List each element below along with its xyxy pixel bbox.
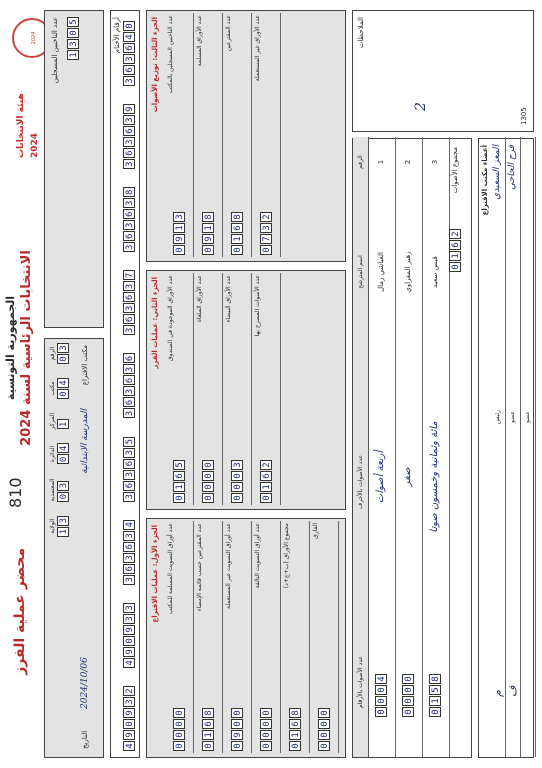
section_b-digit: 1 [260,482,272,492]
candidate-votes-digits [429,674,441,717]
notes-label: الملاحظات [357,17,365,49]
section_a-digit: 0 [202,741,214,751]
candidate-number: 3 [431,159,439,165]
section_c-digit: 0 [202,245,214,255]
registered-voters-panel [44,10,104,328]
section_c-row-value [202,212,214,255]
identifier-value [57,516,69,537]
section_b-row [194,273,223,505]
section_c-digit: 9 [173,234,185,244]
identifier-field [49,443,69,464]
section_c-digit: 1 [231,234,243,244]
seal-digit: 3 [123,137,135,147]
identifier-digit: 1 [57,527,69,537]
signature-row [521,137,536,757]
identifier-digit: 3 [57,481,69,491]
seal-digit: 3 [123,198,135,208]
registered-voters-digit: 5 [67,17,79,27]
identifier-field [49,478,69,501]
seal-digit: 8 [123,187,135,197]
seal-digit: 3 [123,220,135,230]
seal-digit: 3 [123,697,135,707]
seal-digit: 6 [123,126,135,136]
candidate-votes-digits [402,674,414,717]
official-stamp: 2024 [12,18,52,58]
seal-digit: 6 [123,292,135,302]
candidate-row [396,137,423,757]
section_b-row-label: عدد الأوراق الملغاة [196,275,203,323]
seal-digit: 4 [123,520,135,530]
section_a-digit: 0 [231,708,243,718]
candidate-votes-digit: 0 [402,685,414,695]
seal-digit: 0 [123,21,135,31]
candidate-votes-words: أربعة أصوات [375,450,386,504]
seal-digit: 3 [123,281,135,291]
seal-digit: 6 [123,481,135,491]
section_a-row-value [231,708,243,751]
page-number: 810 [6,477,25,508]
total-votes-label: مجموع الأصوات [451,147,459,194]
section_a-digit: 0 [173,730,185,740]
section_a-row-label: عدد المقترعين حسب قائمة الإمضاء [196,523,203,612]
total-votes-digit: 1 [449,251,461,261]
candidate-votes-digit: 0 [402,674,414,684]
section-a-panel [146,518,346,758]
section_c-digit: 3 [260,223,272,233]
section_a-digit: 8 [289,708,301,718]
seal-digit: 3 [123,76,135,86]
seal-digit: 3 [123,303,135,313]
section_c-digit: 8 [231,212,243,222]
section_b-row-label: عدد الأوراق الموجودة في الصندوق [167,275,174,362]
section_a-digit: 0 [318,708,330,718]
section_b-row-label: عدد الأصوات المصرح بها [254,275,261,337]
section_a-digit: 6 [202,719,214,729]
section_b-digit: 6 [260,471,272,481]
section_c-row [165,13,194,257]
candidate-votes-digit: 0 [429,707,441,717]
seal-digit: 6 [123,209,135,219]
section_b-row [165,273,194,505]
section_a-row [252,521,281,753]
section_c-digit: 0 [173,245,185,255]
section_a-row-value [318,708,330,751]
section_a-row-label: عدد أوراق التصويت التالفة [254,523,261,589]
seal-digit: 6 [123,564,135,574]
total-votes-digits [449,229,461,272]
section_a-digit: 0 [260,730,272,740]
member-signature: ف [506,685,519,697]
registered-voters-digits [67,17,79,60]
candidate-votes-digit: 0 [375,696,387,706]
seal-number [123,21,135,86]
section_c-row-value [173,212,185,255]
seal-digit: 5 [123,437,135,447]
section_c-digit: 0 [231,245,243,255]
seal-digit: 3 [123,365,135,375]
candidates-column-header: اسم المترشح [357,255,364,289]
candidate-votes-digit: 0 [402,707,414,717]
identifier-digit: 1 [57,419,69,429]
seal-numbers-label: أرقام الأختام [113,17,121,54]
section_b-digit: 6 [173,471,185,481]
candidate-votes-digit: 5 [429,685,441,695]
section_a-row [223,521,252,753]
seal-number [123,187,135,252]
section_a-digit: 0 [318,719,330,729]
section_a-digit: 0 [260,708,272,718]
seal-digit: 9 [123,708,135,718]
signature-row [491,137,506,757]
section_b-row [223,273,252,505]
registry-label: مكتب الاقتراع [81,345,89,386]
section_c-row-label: عدد الأوراق المسلمة [196,15,203,67]
section_a-digit: 0 [260,741,272,751]
section_a-digit: 0 [260,719,272,729]
section_c-digit: 1 [173,223,185,233]
section_b-digit: 0 [173,493,185,503]
candidate-name: قيس سعيد [431,256,439,288]
member-role: عضو [509,411,516,423]
seal-digit: 4 [123,741,135,751]
seal-digit: 3 [123,159,135,169]
identifier-digit: 0 [57,492,69,502]
section_a-digit: 0 [231,741,243,751]
identifier-field [49,343,69,364]
section_a-digit: 0 [173,719,185,729]
section_a-digit: 8 [202,708,214,718]
seal-digit: 4 [123,658,135,668]
candidate-row [423,137,450,757]
candidates-column-header: الرقم [357,155,364,169]
identifier-digit: 4 [57,378,69,388]
member-name: المعز السعيدي [492,145,502,200]
seal-digit: 9 [123,625,135,635]
section_b-digit: 1 [173,482,185,492]
section_c-row-label: عدد الناخبين المسجلين بالمكتب [167,15,174,94]
identifier-value [57,378,69,399]
election-title: الانتخابات الرئاسية لسنة 2024 [19,250,34,446]
identifier-field [49,516,69,537]
total-votes-digit: 0 [449,262,461,272]
registry-value: المدرسة الابتدائية [80,409,90,474]
section_c-row [194,13,223,257]
seal-digit: 6 [123,376,135,386]
section_c-digit: 8 [202,212,214,222]
logo-year: 2024 [30,132,40,158]
form-title: محضر عملية الفرز [12,548,28,675]
section_a-digit: 0 [173,741,185,751]
member-signature: م [491,690,504,697]
identifier-label: الولاية [49,518,56,534]
section_b-digit: 3 [231,460,243,470]
identifier-digit: 0 [57,454,69,464]
seal-digit: 6 [123,43,135,53]
section_a-row-label: الفارق [312,523,319,539]
identifier-digit: 0 [57,354,69,364]
candidate-votes-digit: 1 [429,696,441,706]
candidate-number: 1 [377,159,385,165]
section_b-digit: 0 [231,471,243,481]
section_c-row-value [231,212,243,255]
section_b-digit: 5 [173,460,185,470]
section_c-digit: 6 [231,223,243,233]
seal-number [123,104,135,169]
section_a-digit: 9 [231,730,243,740]
seal-digit: 3 [123,614,135,624]
identifier-field [49,413,69,429]
candidate-votes-digits [375,674,387,717]
section-a-title: الجزء الأول: عمليات الاقتراع [151,525,159,623]
seal-digit: 7 [123,270,135,280]
section_b-digit: 0 [231,482,243,492]
section_c-digit: 3 [173,212,185,222]
section_c-row [252,13,281,257]
section_a-digit: 1 [202,730,214,740]
identifier-value [57,443,69,464]
candidate-votes-digit: 0 [402,696,414,706]
seal-digit: 4 [123,32,135,42]
seal-number [123,520,135,585]
section_a-row [281,521,310,753]
section_b-digit: 0 [202,471,214,481]
section_c-row [223,13,252,257]
section_c-row-label: عدد المقترعين [225,15,232,52]
section_a-digit: 1 [289,730,301,740]
section_b-digit: 0 [202,493,214,503]
candidate-name: زهير المغزاوي [404,251,412,293]
country-name: الجمهورية التونسية [4,295,17,401]
section_b-row-label: عدد الأوراق البيضاء [225,275,232,323]
section_b-digit: 0 [260,493,272,503]
section_b-digit: 0 [202,482,214,492]
section_a-row [194,521,223,753]
section_a-digit: 0 [231,719,243,729]
identifier-digit: 0 [57,389,69,399]
identifier-digit: 3 [57,343,69,353]
candidate-votes-digit: 0 [375,707,387,717]
section-c-panel [146,10,346,262]
seal-digit: 6 [123,459,135,469]
candidate-votes-digit: 4 [375,674,387,684]
seal-number [123,686,135,751]
seal-digit: 0 [123,636,135,646]
total-votes-digit: 6 [449,240,461,250]
candidate-votes-digit: 8 [429,674,441,684]
section_b-row-value [173,460,185,503]
section_a-row [165,521,194,753]
seal-digit: 3 [123,531,135,541]
seal-digit: 3 [123,325,135,335]
section-b-title: الجزء الثاني: عمليات الفرز [151,277,159,369]
section_a-row-label: عدد أوراق التصويت المسلمة للمكتب [167,523,174,615]
candidate-votes-words: صفر [402,467,413,487]
seal-digit: 3 [123,242,135,252]
identifier-label: مكتب [49,381,56,396]
notes-box [352,10,534,132]
member-role: عضو [524,411,531,423]
notes-mark: 2 [413,102,429,111]
seal-digit: 3 [123,409,135,419]
identifier-label: الدائرة [49,445,56,463]
seal-numbers-panel [110,10,140,758]
section_b-digit: 0 [231,493,243,503]
identifier-field [49,378,69,399]
identifier-label: الرقم [49,346,56,361]
identifier-label: المركز [49,413,56,430]
seal-digit: 6 [123,354,135,364]
candidate-votes-digit: 0 [375,685,387,695]
section_c-digit: 2 [260,212,272,222]
section_a-row-value [173,708,185,751]
candidates-table [352,138,472,758]
section_a-row-value [202,708,214,751]
seal-number [123,270,135,335]
candidate-name: العياشي زمال [377,252,385,292]
section_c-digit: 1 [202,223,214,233]
section_a-row-value [289,708,301,751]
seal-digit: 3 [123,470,135,480]
seal-digit: 9 [123,104,135,114]
section_c-digit: 9 [202,234,214,244]
seal-digit: 9 [123,730,135,740]
seal-digit: 3 [123,575,135,585]
seal-digit: 6 [123,314,135,324]
section_a-row-label: عدد أوراق التصويت غير المستعملة [225,523,232,609]
section_a-digit: 0 [289,741,301,751]
registered-voters-digit: 3 [67,39,79,49]
registered-voters-label: عدد الناخبين المسجلين [51,17,59,84]
section_a-digit: 6 [289,719,301,729]
signatures-table [478,138,534,758]
date-label: التاريخ [81,730,89,749]
identifier-value [57,413,69,429]
section_c-row-value [260,212,272,255]
section_b-row-value [260,460,272,503]
seal-digit: 3 [123,603,135,613]
section_a-row [310,521,339,753]
seal-digit: 3 [123,115,135,125]
section_c-digit: 7 [260,234,272,244]
seal-number [123,354,135,419]
section_a-row-label: مجموع الأوراق (ب+ج+د) [283,523,290,589]
registered-voters-digit: 0 [67,28,79,38]
seal-digit: 3 [123,54,135,64]
section-b-panel [146,270,346,510]
seal-digit: 9 [123,647,135,657]
identifier-value [57,478,69,501]
section-c-title: الجزء الثالث: توزيع الأصوات [151,17,159,113]
member-name: فرح الحاجي [507,145,517,190]
section_b-row-value [231,460,243,503]
logo-text: هيئة الانتخابات [16,93,26,158]
identifier-digit: 3 [57,516,69,526]
identifier-digit: 4 [57,443,69,453]
candidate-number: 2 [404,159,412,165]
seal-number [123,603,135,668]
member-role: رئيس [494,409,501,425]
section_a-digit: 0 [318,730,330,740]
date-value: 2024/10/06 [80,657,90,709]
seal-digit: 3 [123,387,135,397]
signatures-title: أعضاء مكتب الاقتراع [481,145,489,216]
candidate-row [369,137,396,757]
seal-digit: 2 [123,686,135,696]
identifier-label: المعتمدية [49,478,56,502]
section_b-row [252,273,281,505]
identifier-panel [44,338,104,758]
seal-digit: 6 [123,542,135,552]
section_b-row-value [202,460,214,503]
total-votes-digit: 2 [449,229,461,239]
candidates-column-header: عدد الأصوات بالأرقام [357,655,364,709]
seal-digit: 0 [123,719,135,729]
candidate-votes-words: مائة وثمانية وخمسون صوتا [429,421,440,533]
seal-number [123,437,135,502]
candidates-column-header: عدد الأصوات بالأحرف [357,455,364,509]
signature-row [506,137,521,757]
section_a-digit: 0 [173,708,185,718]
section_b-digit: 0 [202,460,214,470]
section_a-row-value [260,708,272,751]
seal-digit: 3 [123,448,135,458]
section_b-digit: 2 [260,460,272,470]
seal-digit: 3 [123,492,135,502]
seal-digit: 6 [123,148,135,158]
registered-voters-digit: 1 [67,50,79,60]
seal-digit: 6 [123,65,135,75]
section_c-row-label: عدد الأوراق غير المستعملة [254,15,261,82]
seal-digit: 6 [123,398,135,408]
section_a-digit: 0 [318,741,330,751]
identifier-value [57,343,69,364]
seal-digit: 6 [123,231,135,241]
footer-code: 1305 [520,107,528,125]
section_c-digit: 0 [260,245,272,255]
seal-digit: 3 [123,553,135,563]
